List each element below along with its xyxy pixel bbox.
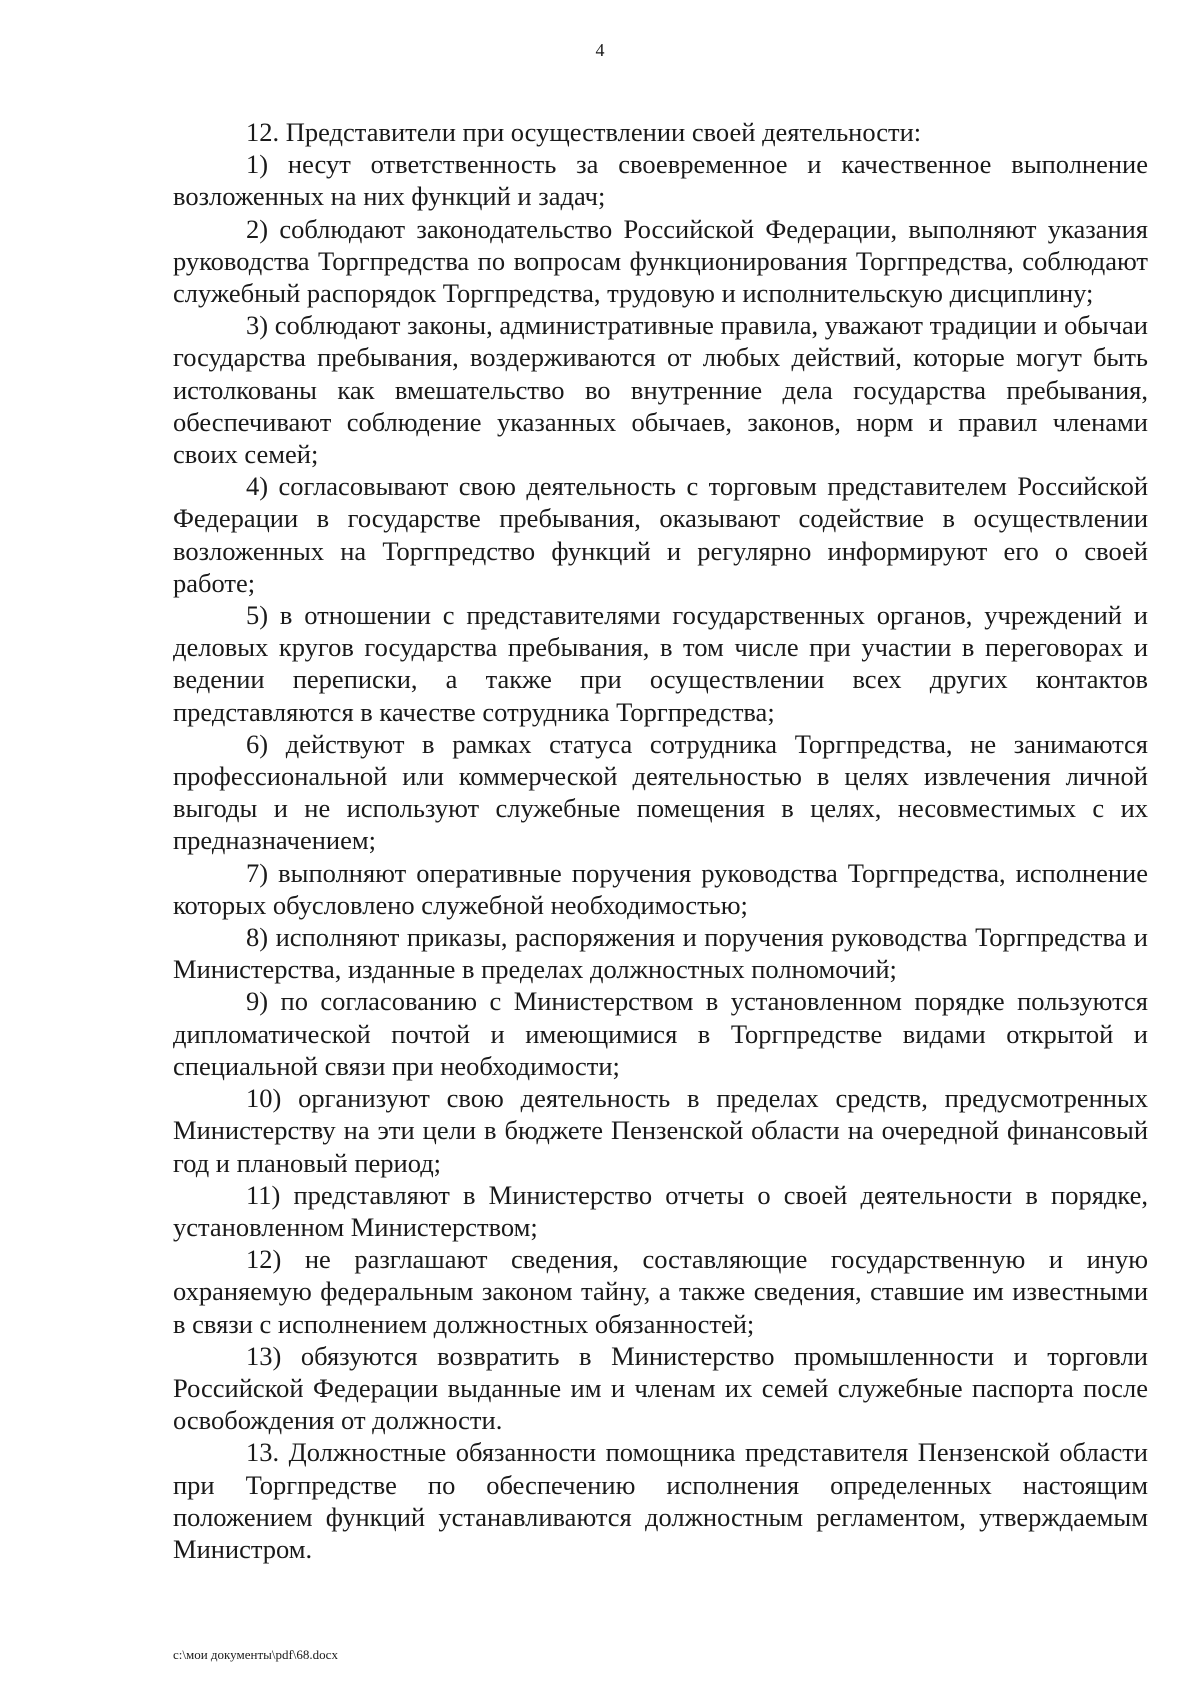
list-item-9: 9) по согласованию с Министерством в установленном порядке пользуются дипломатической почтой и имеющимися в Торгпредстве видами открытой и специальной связи при необходимости; — [173, 986, 1148, 1081]
list-item-10: 10) организуют свою деятельность в пределах средств, предусмотренных Министерству на эти цели в бюджете Пензенской области на очередной финансовый год и плановый период; — [173, 1083, 1148, 1178]
list-item-8: 8) исполняют приказы, распоряжения и поручения руководства Торгпредства и Министерства, изданные в пределах должностных полномочий; — [173, 922, 1148, 985]
document-body — [173, 116, 1148, 1565]
paragraph-item-13: 13. Должностные обязанности помощника представителя Пензенской области при Торгпредстве по обеспечению исполнения определенных настоящим положением функций устанавливаются должностным регламентом, утверждаемым Министром. — [173, 1437, 1148, 1564]
paragraph-item-12: 12. Представители при осуществлении своей деятельности: — [246, 117, 922, 147]
footer-file-path: c:\мои документы\pdf\68.docx — [173, 1647, 338, 1662]
list-item-4: 4) согласовывают свою деятельность с торговым представителем Российской Федерации в государстве пребывания, оказывают содействие в осуществлении возложенных на Торгпредство функций и регулярно информируют его о своей работе; — [173, 471, 1148, 598]
list-item-2: 2) соблюдают законодательство Российской Федерации, выполняют указания руководства Торгпредства по вопросам функционирования Торгпредства, соблюдают служебный распорядок Торгпредства, трудовую и исполнительскую дисциплину; — [173, 213, 1148, 309]
page-number: 4 — [595, 40, 605, 60]
list-item-1: 1) несут ответственность за своевременное и качественное выполнение возложенных на них функций и задач; — [173, 149, 1148, 212]
list-item-11: 11) представляют в Министерство отчеты о своей деятельности в порядке, установленном Министерством; — [173, 1179, 1148, 1242]
list-item-13: 13) обязуются возвратить в Министерство промышленности и торговли Российской Федерации выданные им и членам их семей служебные паспорта после освобождения от должности. — [173, 1340, 1148, 1436]
list-item-6: 6) действуют в рамках статуса сотрудника Торгпредства, не занимаются профессиональной или коммерческой деятельностью в целях извлечения личной выгоды и не используют служебные помещения в целях, несовместимых с их предназначением; — [173, 728, 1148, 856]
list-item-7: 7) выполняют оперативные поручения руководства Торгпредства, исполнение которых обусловлено служебной необходимостью; — [173, 857, 1148, 920]
list-item-3: 3) соблюдают законы, административные правила, уважают традиции и обычаи государства пребывания, воздерживаются от любых действий, которые могут быть истолкованы как вмешательство во внутренние дела государства пребывания, обеспечивают соблюдение указанных обычаев, законов, норм и правил членами своих семей; — [173, 310, 1148, 470]
list-item-12: 12) не разглашают сведения, составляющие государственную и иную охраняемую федеральным законом тайну, а также сведения, ставшие им известными в связи с исполнением должностных обязанностей; — [173, 1244, 1148, 1339]
list-item-5: 5) в отношении с представителями государственных органов, учреждений и деловых кругов государства пребывания, в том числе при участии в переговорах и ведении переписки, а также при осуществлении всех других контактов представляются в качестве сотрудника Торгпредства; — [173, 600, 1148, 727]
